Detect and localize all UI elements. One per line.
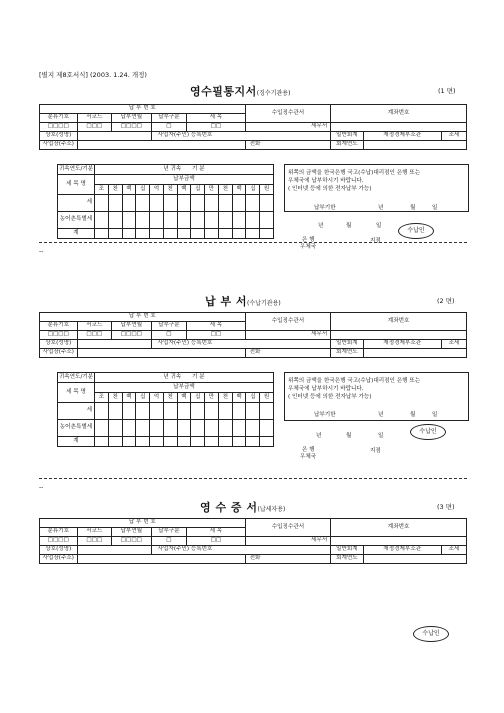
semuseo-label: 세무서 (245, 537, 331, 546)
digit: 천 (163, 185, 177, 195)
section1-title-main: 영수필통지서 (190, 85, 257, 98)
wol-label: 월 (346, 223, 352, 229)
nabu-beonho-label: 납 부 번 호 (40, 105, 246, 114)
type-box: □ (151, 123, 186, 132)
section2-page: (2 면) (437, 297, 455, 305)
notice-line3: ( 인터넷 등에 의한 전자납부 가능) (288, 394, 372, 400)
gye-label: 계 (58, 437, 95, 447)
year-boxes: □□□□ (112, 331, 152, 340)
form-header: [별지 제8호서식] (2003. 1.24. 개정) (39, 71, 147, 79)
jeonhwa-label: 전화 (245, 349, 331, 358)
nabu-year-label: 납부연월 (112, 322, 152, 331)
digit: 만 (205, 393, 219, 403)
sunap-stamp: 수납인 (410, 424, 446, 440)
eunhaeng-label: 은 행 (302, 447, 315, 453)
jijeom-label: 지점 (370, 448, 381, 454)
notice-line1: 위쪽의 금액을 한국은행 국고(수납)대리점인 은행 또는 (288, 170, 421, 176)
section1-amount-table (57, 164, 274, 239)
digit: 십 (191, 185, 205, 195)
nyeon-gwisok-label: 년 귀속 (163, 165, 182, 172)
section2-title (205, 293, 281, 309)
notice-line3: ( 인터넷 등에 의한 전자납부 가능) (288, 186, 372, 192)
bunryu-label: 분류기호 (40, 528, 78, 537)
nabu-type-label: 납부구분 (151, 114, 186, 123)
nyeon-label: 년 (378, 412, 384, 418)
nabu-beonho-label: 납 부 번 호 (40, 519, 246, 528)
semok-boxes: □□ (187, 123, 246, 132)
digit: 십 (246, 393, 260, 403)
cut-mark-1: -- (39, 248, 44, 255)
nabu-year-label: 납부연월 (112, 528, 152, 537)
nabu-geumaek-label: 납부금액 (95, 383, 274, 393)
sunap-label: 수입징수관서 (245, 105, 331, 123)
bunryu-boxes: □□□□ (40, 537, 78, 546)
section2-title-main: 납 부 서 (205, 295, 248, 308)
section3-subtitle: (납세자용) (257, 506, 286, 513)
seocode-label: 서코드 (77, 114, 111, 123)
semuseo-label: 세무서 (245, 123, 331, 132)
section3-title-main: 영 수 증 서 (200, 501, 258, 514)
gye-label: 계 (58, 229, 95, 239)
digit: 천 (218, 393, 232, 403)
digit: 억 (150, 185, 164, 195)
wol-label: 월 (410, 412, 416, 418)
semok-myeong-label: 세 목 명 (58, 383, 95, 403)
section2-top-table (39, 312, 467, 358)
notice-line2: 우체국에 납부하시기 바랍니다. (288, 178, 364, 184)
semok-label: 세 목 (187, 322, 246, 331)
digit: 천 (108, 185, 122, 195)
seocode-boxes: □□□ (77, 537, 111, 546)
sunap-stamp: 수납인 (398, 223, 434, 239)
wol-label: 월 (346, 433, 352, 439)
section2-subtitle: (수납기관용) (247, 300, 281, 307)
bunryu-label: 분류기호 (40, 322, 78, 331)
year-boxes: □□□□ (112, 537, 152, 546)
cut-line-1 (39, 242, 467, 243)
se-label: 세 (58, 403, 95, 420)
section1-subtitle: (징수기관용) (256, 90, 291, 97)
nyeon-gwisok-label: 년 귀속 (163, 373, 182, 380)
nyeon-label: 년 (316, 433, 322, 439)
digit: 백 (177, 393, 191, 403)
ilban-label: 일반회계 (331, 132, 363, 141)
jijeom-label: 지점 (370, 238, 381, 244)
digit: 조 (95, 393, 109, 403)
section3-page: (3 면) (437, 503, 455, 511)
hoegye-year-label: 회계연도 (331, 349, 363, 358)
ucheguk-label: 우체국 (300, 454, 317, 460)
bunryu-label: 분류기호 (40, 114, 78, 123)
section3-title (200, 499, 285, 515)
account-label: 계좌번호 (331, 313, 467, 331)
semok-label: 세 목 (187, 528, 246, 537)
section2-amount-table (57, 372, 274, 447)
digit: 십 (246, 185, 260, 195)
saeopjang-label: 사업장(주소) (40, 349, 78, 358)
ucheguk-label: 우체국 (300, 244, 317, 250)
section1-top-table (39, 104, 467, 150)
section1-title (190, 83, 290, 99)
josei-label: 조세 (441, 546, 466, 555)
digit: 십 (191, 393, 205, 403)
saeopjang-label: 사업장(주소) (40, 141, 78, 150)
digit: 천 (108, 393, 122, 403)
year-boxes: □□□□ (112, 123, 152, 132)
digit: 백 (122, 185, 136, 195)
seocode-boxes: □□□ (77, 123, 111, 132)
digit: 만 (205, 185, 219, 195)
notice-line1: 위쪽의 금액을 한국은행 국고(수납)대리점인 은행 또는 (288, 378, 421, 384)
digit: 백 (122, 393, 136, 403)
nabu-gihan-label: 납부기한 (314, 412, 336, 418)
digit: 천 (163, 393, 177, 403)
section1-page: (1 면) (438, 87, 456, 95)
semok-boxes: □□ (187, 331, 246, 340)
digit: 조 (95, 185, 109, 195)
nabu-gihan-label: 납부기한 (314, 205, 336, 211)
gwisok-label: 귀속연도/기분 (58, 373, 95, 383)
digit: 십 (136, 393, 150, 403)
semuseo-label: 세무서 (245, 331, 331, 340)
josei-label: 조세 (441, 132, 466, 141)
semok-label: 세 목 (187, 114, 246, 123)
jaejeong-label: 재정경제부소관 (363, 132, 441, 141)
digit: 백 (232, 393, 246, 403)
nyeon-label: 년 (318, 223, 324, 229)
nabu-year-label: 납부연월 (112, 114, 152, 123)
type-box: □ (151, 331, 186, 340)
digit: 억 (150, 393, 164, 403)
sangho-label: 상호(성명) (40, 340, 78, 349)
hoegye-year-label: 회계연도 (331, 141, 363, 150)
gwisok-label: 귀속연도/기분 (58, 165, 95, 175)
il-label: 일 (376, 223, 382, 229)
digit: 백 (177, 185, 191, 195)
account-label: 계좌번호 (331, 519, 467, 537)
semok-boxes: □□ (187, 537, 246, 546)
nabu-type-label: 납부구분 (151, 528, 186, 537)
jeonhwa-label: 전화 (245, 555, 331, 564)
nongeochon-label: 농어촌특별세 (58, 420, 95, 437)
il-label: 일 (378, 433, 384, 439)
seocode-boxes: □□□ (77, 331, 111, 340)
jaejeong-label: 재정경제부소관 (363, 340, 441, 349)
gibun-label: 기 분 (192, 165, 205, 172)
account-label: 계좌번호 (331, 105, 467, 123)
digit: 천 (218, 185, 232, 195)
sangho-label: 상호(성명) (40, 132, 78, 141)
notice-line2: 우체국에 납부하시기 바랍니다. (288, 386, 364, 392)
type-box: □ (151, 537, 186, 546)
digit: 백 (232, 185, 246, 195)
jaejeong-label: 재정경제부소관 (363, 546, 441, 555)
digit: 원 (260, 185, 274, 195)
digit: 원 (260, 393, 274, 403)
saeopjang-label: 사업장(주소) (40, 555, 78, 564)
cut-line-2 (39, 478, 467, 479)
cut-mark-2: -- (39, 484, 44, 491)
section3-top-table (39, 518, 467, 564)
digit: 십 (136, 185, 150, 195)
sangho-label: 상호(성명) (40, 546, 78, 555)
il-label: 일 (432, 205, 438, 211)
saeop-no-label: 사업자(주민) 등록번호 (151, 546, 331, 555)
saeop-no-label: 사업자(주민) 등록번호 (151, 340, 331, 349)
wol-label: 월 (410, 205, 416, 211)
nyeon-label: 년 (378, 205, 384, 211)
seocode-label: 서코드 (77, 322, 111, 331)
eunhaeng-label: 은 행 (302, 237, 315, 243)
josei-label: 조세 (441, 340, 466, 349)
nabu-beonho-label: 납 부 번 호 (40, 313, 246, 322)
hoegye-year-label: 회계연도 (331, 555, 363, 564)
sunap-label: 수입징수관서 (245, 313, 331, 331)
nongeochon-label: 농어촌특별세 (58, 212, 95, 229)
ilban-label: 일반회계 (331, 546, 363, 555)
il-label: 일 (432, 412, 438, 418)
bunryu-boxes: □□□□ (40, 123, 78, 132)
sunap-stamp: 수납인 (413, 626, 449, 642)
semok-myeong-label: 세 목 명 (58, 175, 95, 195)
nabu-type-label: 납부구분 (151, 322, 186, 331)
gibun-label: 기 분 (192, 373, 205, 380)
saeop-no-label: 사업자(주민) 등록번호 (151, 132, 331, 141)
nabu-geumaek-label: 납부금액 (95, 175, 274, 185)
se-label: 세 (58, 195, 95, 212)
jeonhwa-label: 전화 (245, 141, 331, 150)
ilban-label: 일반회계 (331, 340, 363, 349)
bunryu-boxes: □□□□ (40, 331, 78, 340)
seocode-label: 서코드 (77, 528, 111, 537)
sunap-label: 수입징수관서 (245, 519, 331, 537)
